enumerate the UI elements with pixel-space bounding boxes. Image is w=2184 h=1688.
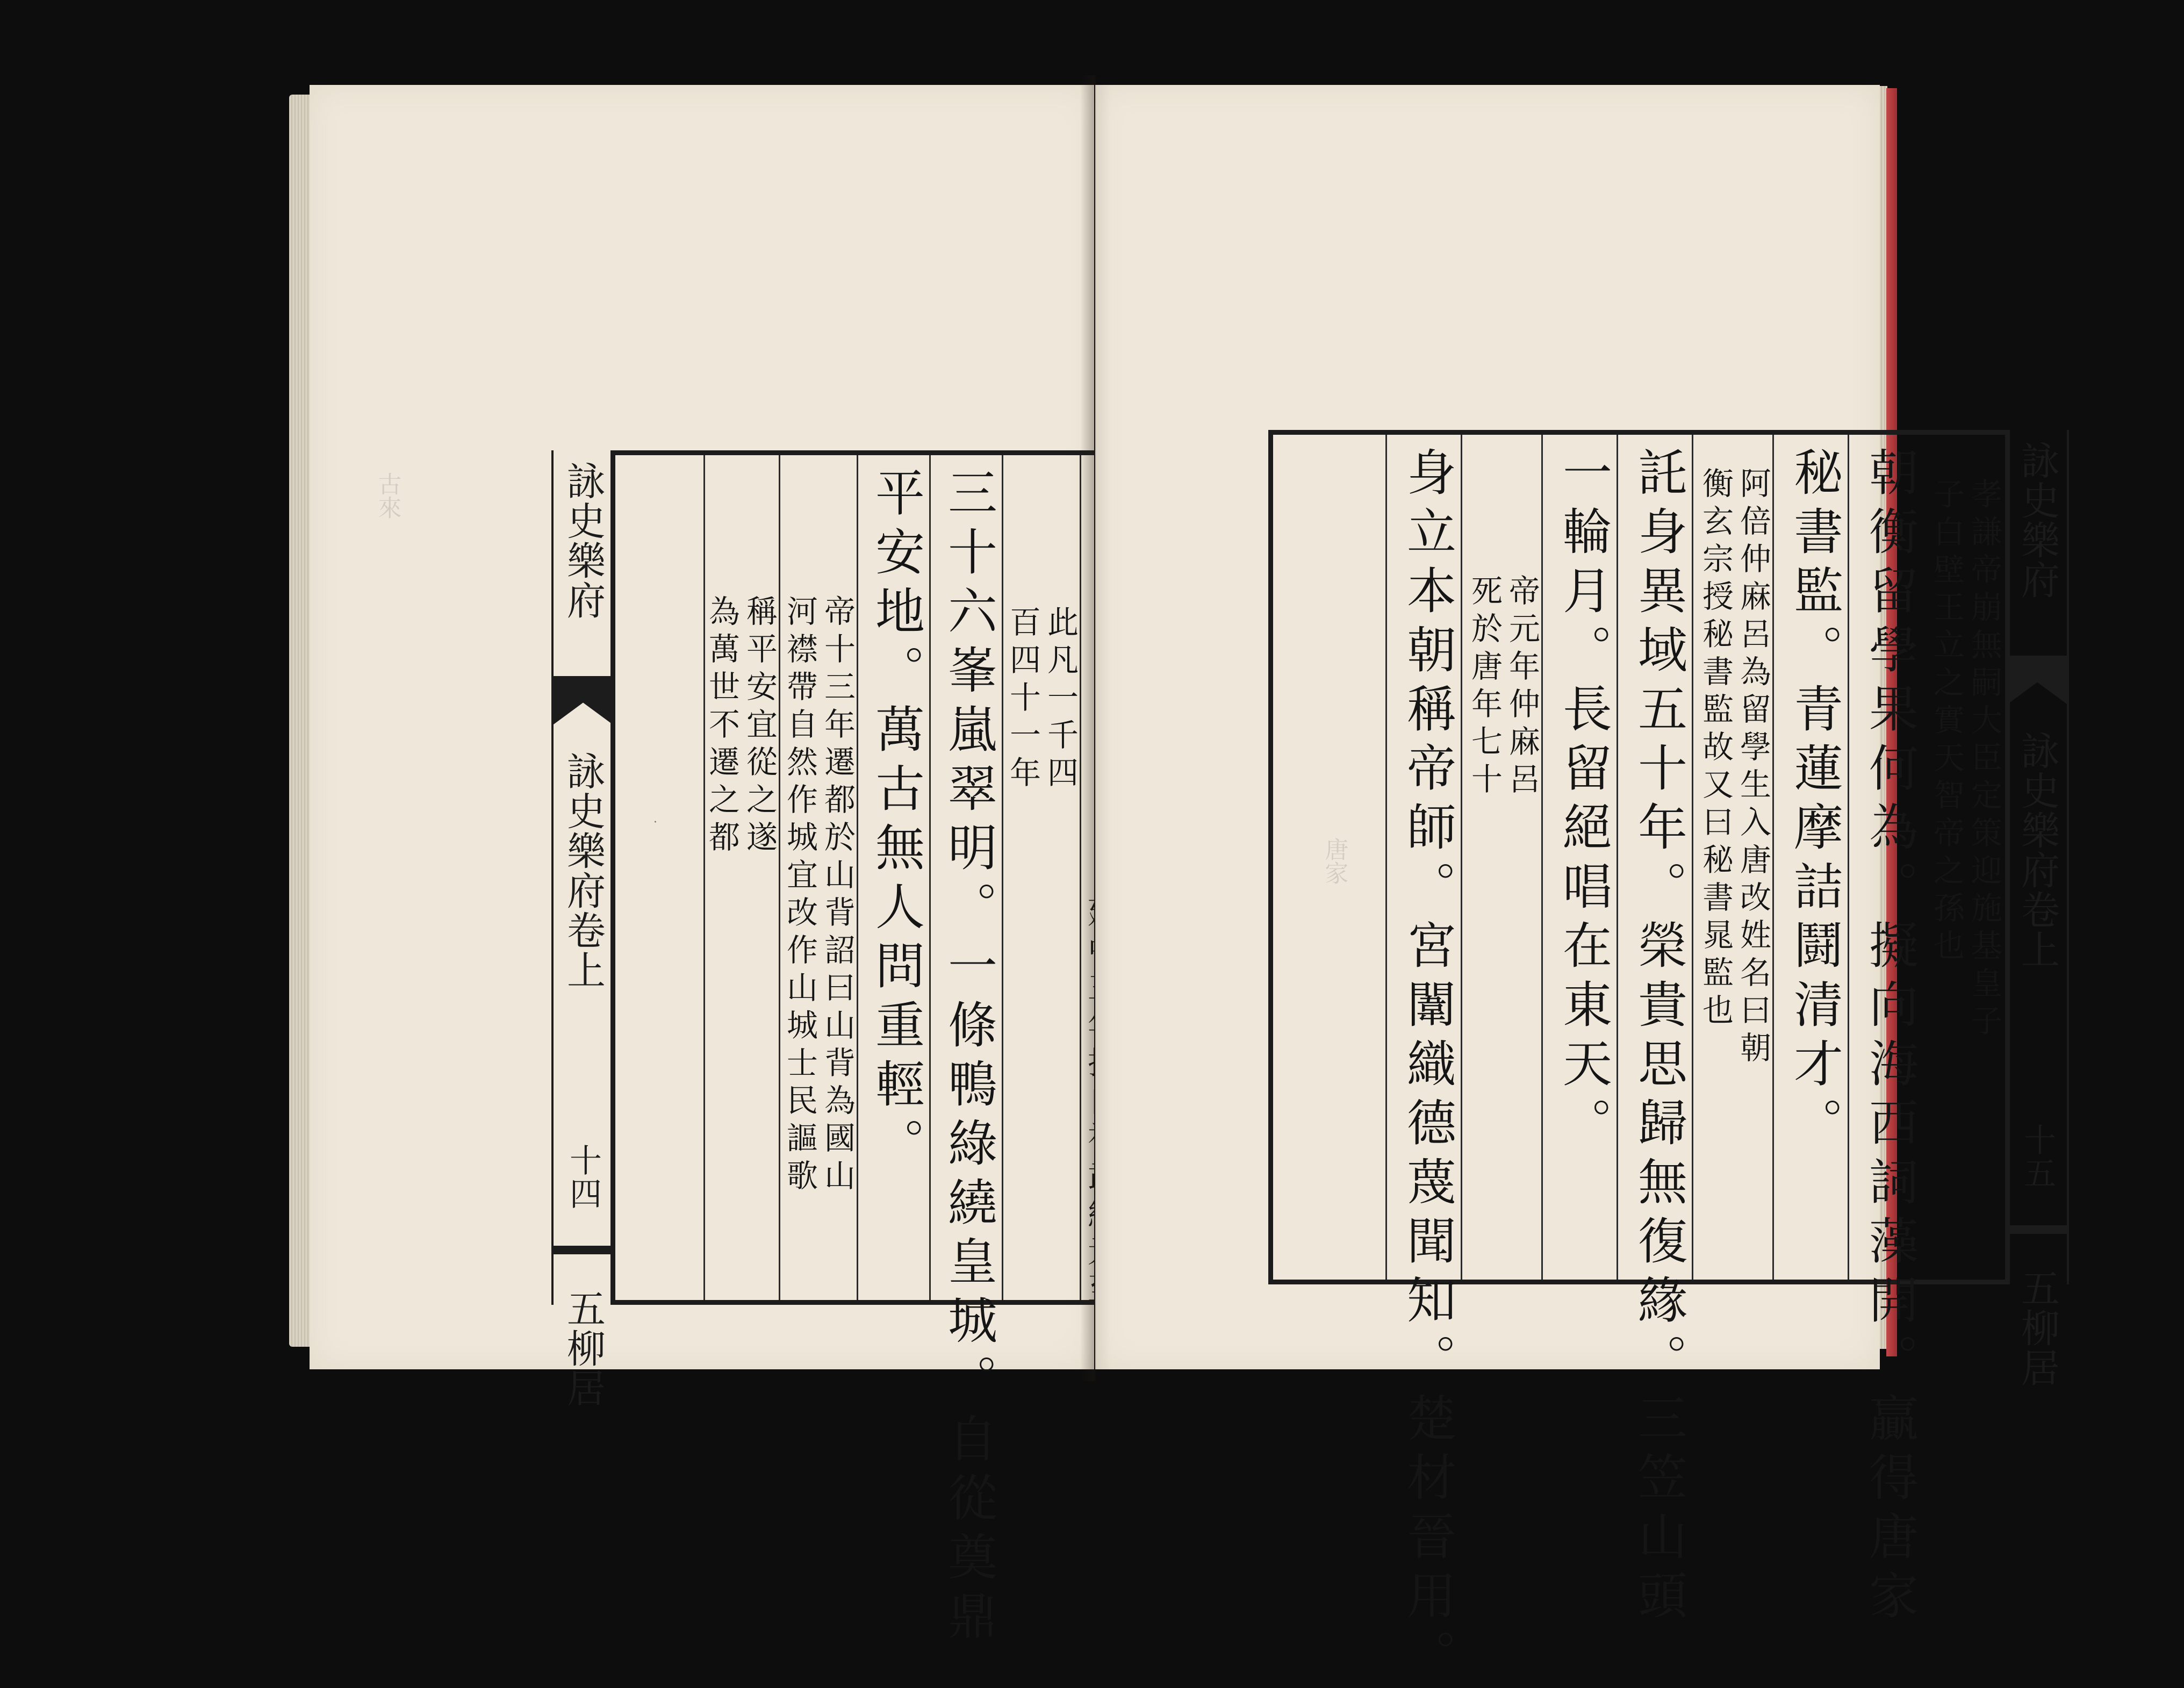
commentary-line: 帝十三年遷都於山背詔曰山背為國山 — [819, 595, 856, 1197]
commentary-line: 帝元年仲麻呂 — [1504, 574, 1540, 800]
verse-line: 一輪月。長留絕唱在東天。 — [1555, 447, 1612, 1156]
commentary-line: 死於唐年七十 — [1466, 574, 1503, 800]
commentary-line: 阿倍仲麻呂為留學生入唐改姓名曰朝 — [1735, 467, 1771, 1069]
banner-rule — [554, 1246, 613, 1254]
text-column — [1848, 435, 1924, 1629]
verse-line: 平安地。萬古無人問重輕。 — [867, 467, 925, 1176]
commentary-line: 為萬世不遷之都 — [703, 595, 740, 858]
banner-folio-number: 十五 — [2018, 1123, 2056, 1190]
open-book — [279, 64, 2060, 1688]
right-text-frame — [1268, 430, 2060, 1688]
commentary-line: 稱平安宜從之遂 — [741, 595, 778, 858]
text-column — [1772, 435, 1849, 1280]
text-column — [703, 455, 780, 1300]
banner-rule — [2008, 1225, 2067, 1234]
verse-line: 秘書監。青蓮摩詰鬪清才。 — [1786, 447, 1843, 1156]
commentary-line: 百四十一年 — [1004, 606, 1041, 794]
banner-volume: 詠史樂府卷上 — [561, 751, 606, 990]
banner-title: 詠史樂府 — [561, 461, 606, 620]
text-column — [1617, 435, 1693, 1629]
center-banner-left — [551, 450, 615, 1408]
commentary-line: 衡玄宗授秘書監故又曰秘書晁監也 — [1697, 467, 1734, 1031]
text-column — [857, 455, 931, 1300]
verse-line: 託身異域五十年。榮貴思歸無復緣。三笠山頭 — [1630, 447, 1687, 1629]
text-column — [1692, 435, 1774, 1280]
text-column — [779, 455, 858, 1300]
verse-line: 三十六峯嵐翠明。一條鴨綠繞皇城。自從奠鼎 — [940, 467, 997, 1649]
text-column — [1541, 435, 1618, 1280]
fishtail-mark — [2008, 656, 2067, 704]
banner-title: 詠史樂府 — [2015, 441, 2060, 600]
text-column — [1385, 435, 1462, 1688]
text-column — [1461, 435, 1543, 1280]
banner-publisher: 五柳居 — [561, 1289, 606, 1408]
commentary-line: 河襟帶自然作城宜改作山城士民謳歌 — [781, 595, 818, 1197]
commentary-line: 此凡一千四 — [1042, 606, 1079, 794]
center-banner-right — [2006, 430, 2069, 1388]
banner-folio-number: 十四 — [564, 1144, 602, 1210]
text-column — [929, 455, 1003, 1649]
show-through-text: 唐家 — [1320, 837, 1348, 885]
book-gutter — [1080, 75, 1110, 1381]
verse-line: 身立本朝稱帝師。宮闈織德蔑聞知。楚材晉用。 — [1399, 447, 1456, 1688]
show-through-text: 古來 — [373, 472, 401, 519]
commentary-line: 子白壁王立之實天智帝之孫也 — [1928, 478, 1965, 967]
commentary-line: 孝謙帝崩無嗣大臣定策迎施基皇子 — [1966, 478, 2002, 1042]
page-edges-left — [289, 95, 311, 1347]
ink-speck: · — [653, 816, 657, 829]
fishtail-mark — [554, 676, 613, 724]
left-page — [310, 85, 1094, 1649]
banner-publisher: 五柳居 — [2015, 1268, 2060, 1388]
text-column — [1924, 435, 2005, 1280]
verse-line: 朝衡留學果何為。擬向海西詞藻開。贏得唐家 — [1861, 447, 1919, 1629]
banner-volume: 詠史樂府卷上 — [2015, 731, 2060, 969]
text-column — [1002, 455, 1081, 1300]
